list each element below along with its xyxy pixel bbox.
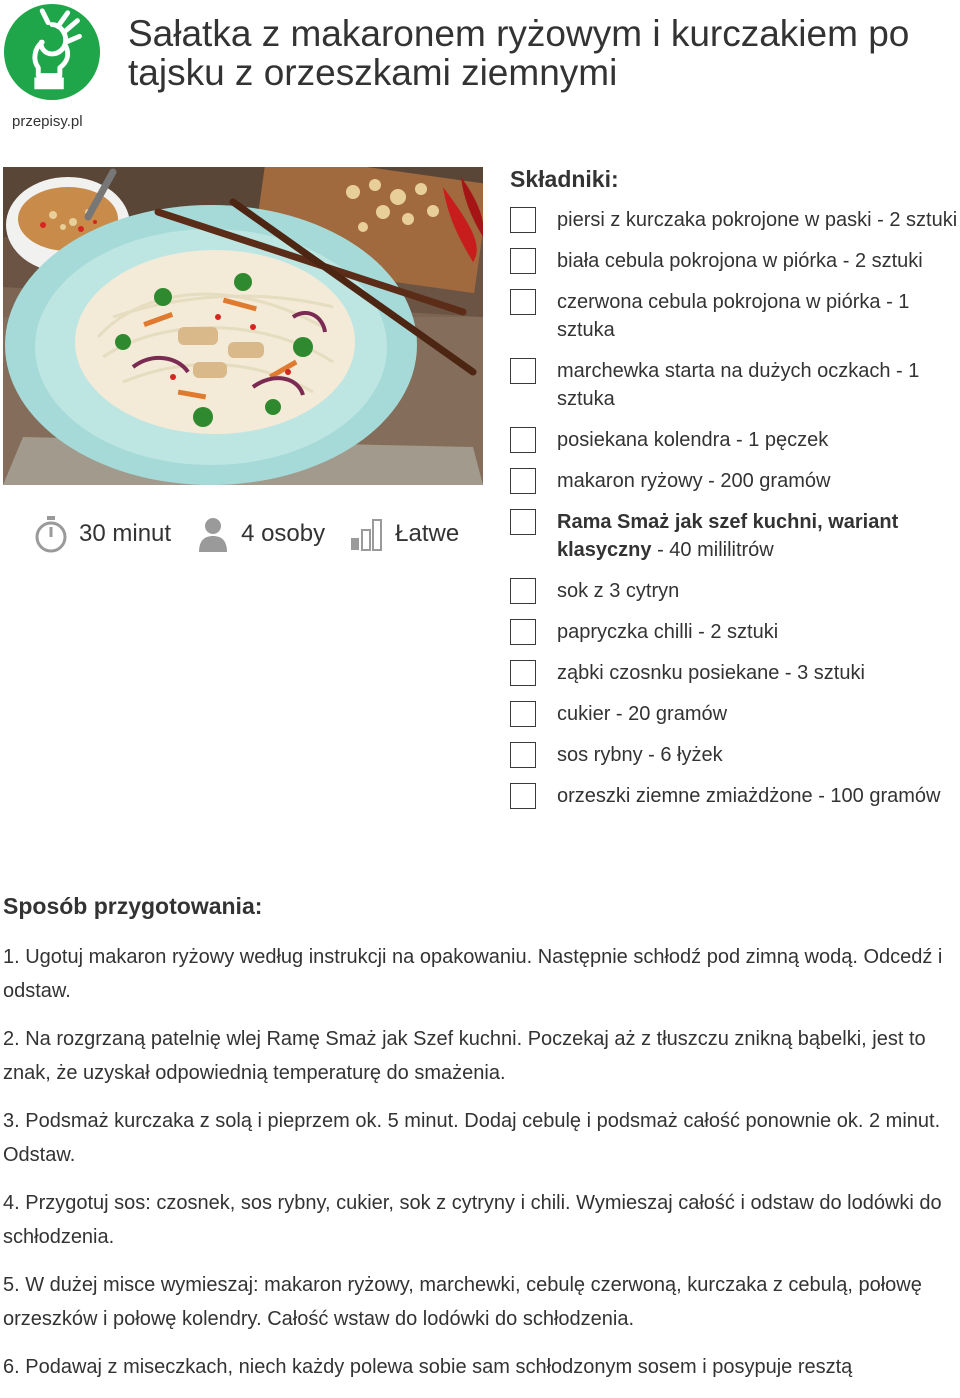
ingredient-amount: ząbki czosnku posiekane - 3 sztuki xyxy=(557,662,865,684)
ingredient-checkbox[interactable] xyxy=(510,289,536,315)
ingredient-amount: makaron ryżowy - 200 gramów xyxy=(557,470,831,492)
ingredient-text xyxy=(557,577,959,605)
ingredient-text xyxy=(557,206,959,234)
ingredient-item xyxy=(510,357,960,413)
ingredient-amount: cukier - 20 gramów xyxy=(557,703,728,725)
ingredient-amount: - 40 mililitrów xyxy=(651,539,774,561)
ingredient-amount: sos rybny - 6 łyżek xyxy=(557,744,723,766)
ingredient-checkbox[interactable] xyxy=(510,509,536,535)
ingredient-checkbox[interactable] xyxy=(510,578,536,604)
ingredient-item xyxy=(510,206,960,234)
ingredient-item xyxy=(510,508,960,564)
ingredient-amount: orzeszki ziemne zmiażdżone - 100 gramów xyxy=(557,785,941,807)
ingredient-text xyxy=(557,741,959,769)
ingredient-item xyxy=(510,467,960,495)
ingredient-item xyxy=(510,741,960,769)
ingredient-amount: piersi z kurczaka pokrojone w paski - 2 sztuki xyxy=(557,209,958,231)
ingredient-checkbox[interactable] xyxy=(510,742,536,768)
signal-bars-icon xyxy=(349,514,385,554)
ingredient-checkbox[interactable] xyxy=(510,701,536,727)
recipe-title: Sałatka z makaronem ryżowym i kurczakiem po tajsku z orzeszkami ziemnymi xyxy=(128,13,910,93)
servings: 4 osoby xyxy=(241,520,326,547)
ingredient-checkbox[interactable] xyxy=(510,660,536,686)
ingredient-text xyxy=(557,782,959,810)
dish-photo xyxy=(3,167,483,485)
ingredient-text xyxy=(557,467,959,495)
ingredient-checkbox[interactable] xyxy=(510,248,536,274)
step-4: 4. Przygotuj sos: czosnek, sos rybny, cukier, sok z cytryny i chili. Wymieszaj całość i odstaw do lodówki do schłodzenia. xyxy=(3,1192,942,1248)
ingredient-text xyxy=(557,247,959,275)
ingredient-item xyxy=(510,247,960,275)
person-icon xyxy=(195,514,231,554)
ingredient-checkbox[interactable] xyxy=(510,783,536,809)
ingredient-amount: posiekana kolendra - 1 pęczek xyxy=(557,429,829,451)
ingredient-amount: sok z 3 cytryn xyxy=(557,580,680,602)
ingredient-amount: papryczka chilli - 2 sztuki xyxy=(557,621,779,643)
ingredient-amount: czerwona cebula pokrojona w piórka - 1 sztuka xyxy=(557,291,910,341)
step-5: 5. W dużej misce wymieszaj: makaron ryżowy, marchewki, cebulę czerwoną, kurczaka z cebulą, połowę orzeszków i połowę kolendry. Całość wstaw do lodówki do schłodzenia. xyxy=(3,1274,922,1330)
ingredient-checkbox[interactable] xyxy=(510,427,536,453)
ingredient-text xyxy=(557,508,959,564)
ingredient-item xyxy=(510,700,960,728)
ingredient-text xyxy=(557,618,959,646)
ingredient-item xyxy=(510,426,960,454)
steps-heading: Sposób przygotowania: xyxy=(3,893,263,919)
step-1: 1. Ugotuj makaron ryżowy według instrukcji na opakowaniu. Następnie schłodź pod zimną wodą. Odcedź i odstaw. xyxy=(3,946,943,1002)
stopwatch-icon xyxy=(33,514,69,554)
ingredient-text xyxy=(557,659,959,687)
step-3: 3. Podsmaż kurczaka z solą i pieprzem ok. 5 minut. Dodaj cebulę i podsmaż całość ponownie ok. 2 minut. Odstaw. xyxy=(3,1110,941,1166)
ingredient-amount: marchewka starta na dużych oczkach - 1 sztuka xyxy=(557,360,920,410)
ingredient-text xyxy=(557,426,959,454)
ingredient-item xyxy=(510,618,960,646)
ingredient-item xyxy=(510,288,960,344)
step-2: 2. Na rozgrzaną patelnię wlej Ramę Smaż jak Szef kuchni. Poczekaj aż z tłuszczu znikną bąbelki, jest to znak, że uzyskał odpowiednią temperaturę do smażenia. xyxy=(3,1028,926,1084)
site-name[interactable]: przepisy.pl xyxy=(12,113,83,130)
ok-hand-icon[interactable] xyxy=(3,3,101,101)
ingredient-item xyxy=(510,782,960,810)
steps-list xyxy=(3,940,955,1398)
recipe-meta xyxy=(33,512,483,556)
cook-time: 30 minut xyxy=(79,520,172,547)
difficulty: Łatwe xyxy=(395,520,460,547)
step-6: 6. Podawaj z miseczkach, niech każdy polewa sobie sam schłodzonym sosem i posypuje resztą xyxy=(3,1356,853,1378)
ingredient-item xyxy=(510,659,960,687)
ingredient-text xyxy=(557,357,959,413)
ingredient-item xyxy=(510,577,960,605)
ingredient-product-link[interactable]: Rama Smaż jak szef kuchni, wariant klasyczny xyxy=(557,511,899,561)
ingredient-checkbox[interactable] xyxy=(510,468,536,494)
ingredient-checkbox[interactable] xyxy=(510,619,536,645)
ingredient-text xyxy=(557,288,959,344)
ingredient-checkbox[interactable] xyxy=(510,207,536,233)
ingredient-checkbox[interactable] xyxy=(510,358,536,384)
ingredient-text xyxy=(557,700,959,728)
ingredients-heading: Składniki: xyxy=(510,166,619,192)
ingredient-amount: biała cebula pokrojona w piórka - 2 sztuki xyxy=(557,250,923,272)
ingredients-list xyxy=(510,206,960,823)
